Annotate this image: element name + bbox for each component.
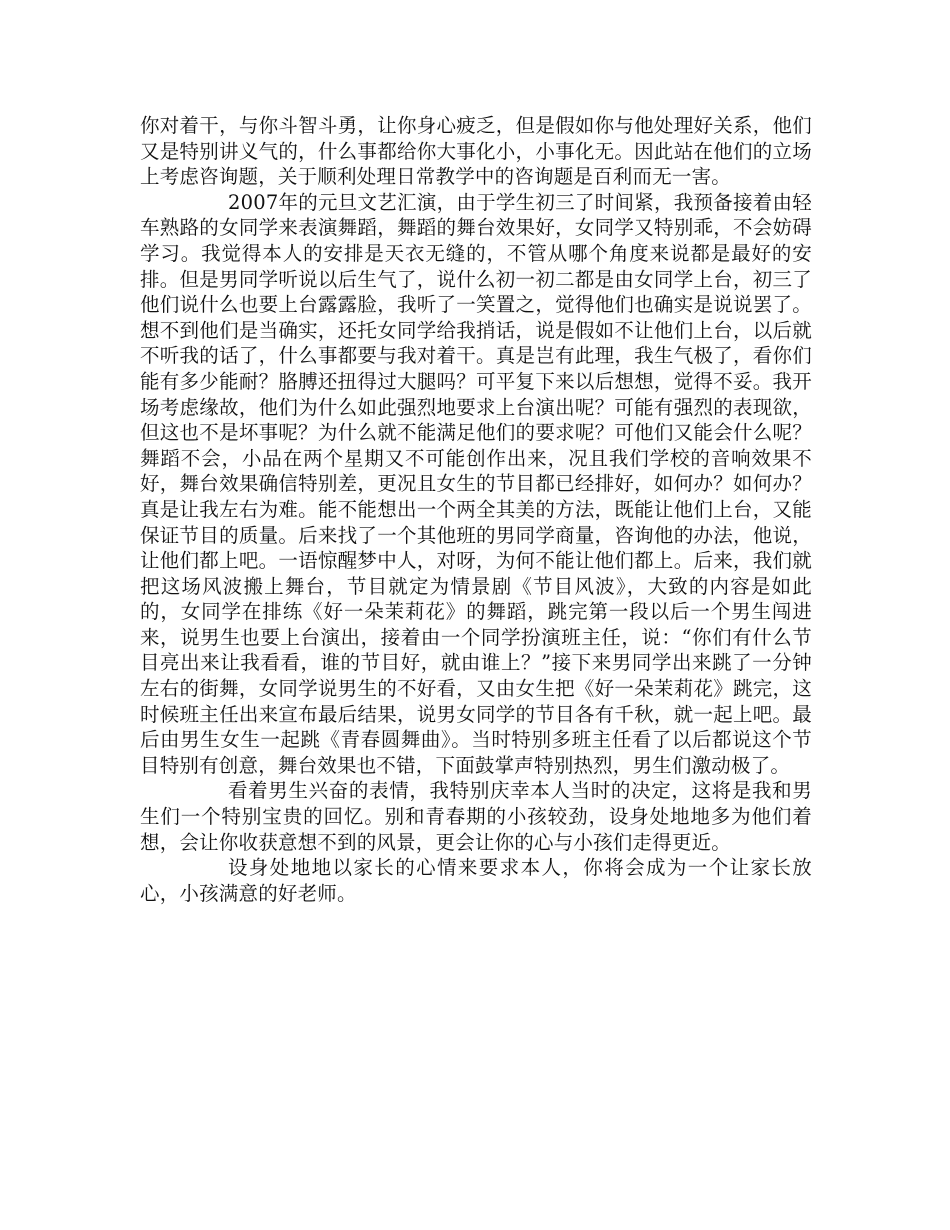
paragraph-3: 看着男生兴奋的表情，我特别庆幸本人当时的决定，这将是我和男生们一个特别宝贵的回忆。别和青春期的小孩较劲，设身处地地多为他们着想，会让你收获意想不到的风景，更会让你的心与小孩们走得更近。 <box>140 779 812 854</box>
document-body <box>140 113 812 906</box>
paragraph-4: 设身处地地以家长的心情来要求本人，你将会成为一个让家长放心，小孩满意的好老师。 <box>140 856 812 905</box>
paragraph-1: 你对着干，与你斗智斗勇，让你身心疲乏，但是假如你与他处理好关系，他们又是特别讲义气的，什么事都给你大事化小，小事化无。因此站在他们的立场上考虑咨询题，关于顺利处理日常教学中的咨询题是百利而无一害。 <box>140 114 812 189</box>
paragraph-2: 2007年的元旦文艺汇演，由于学生初三了时间紧，我预备接着由轻车熟路的女同学来表演舞蹈，舞蹈的舞台效果好，女同学又特别乖，不会妨碍学习。我觉得本人的安排是天衣无缝的，不管从哪个角度来说都是最好的安排。但是男同学听说以后生气了，说什么初一初二都是由女同学上台，初三了他们说什么也要上台露露脸，我听了一笑置之，觉得他们也确实是说说罢了。想不到他们是当确实，还托女同学给我捎话，说是假如不让他们上台，以后就不听我的话了，什么事都要与我对着干。真是岂有此理，我生气极了，看你们能有多少能耐？胳膊还扭得过大腿吗？可平复下来以后想想，觉得不妥。我开场考虑缘故，他们为什么如此强烈地要求上台演出呢？可能有强烈的表现欲，但这也不是坏事呢？为什么就不能满足他们的要求呢？可他们又能会什么呢？舞蹈不会，小品在两个星期又不可能创作出来，况且我们学校的音响效果不好，舞台效果确信特别差，更况且女生的节目都已经排好，如何办？如何办？真是让我左右为难。能不能想出一个两全其美的方法，既能让他们上台，又能保证节目的质量。后来找了一个其他班的男同学商量，咨询他的办法，他说，让他们都上吧。一语惊醒梦中人，对呀，为何不能让他们都上。后来，我们就把这场风波搬上舞台，节目就定为情景剧《节目风波》，大致的内容是如此的，女同学在排练《好一朵茉莉花》的舞蹈，跳完第一段以后一个男生闯进来，说男生也要上台演出，接着由一个同学扮演班主任，说：“你们有什么节目亮出来让我看看，谁的节目好，就由谁上？”接下来男同学出来跳了一分钟左右的街舞，女同学说男生的不好看，又由女生把《好一朵茉莉花》跳完，这时候班主任出来宣布最后结果，说男女同学的节目各有千秋，就一起上吧。最后由男生女生一起跳《青春圆舞曲》。当时特别多班主任看了以后都说这个节目特别有创意，舞台效果也不错，下面鼓掌声特别热烈，男生们激动极了。 <box>140 190 812 777</box>
